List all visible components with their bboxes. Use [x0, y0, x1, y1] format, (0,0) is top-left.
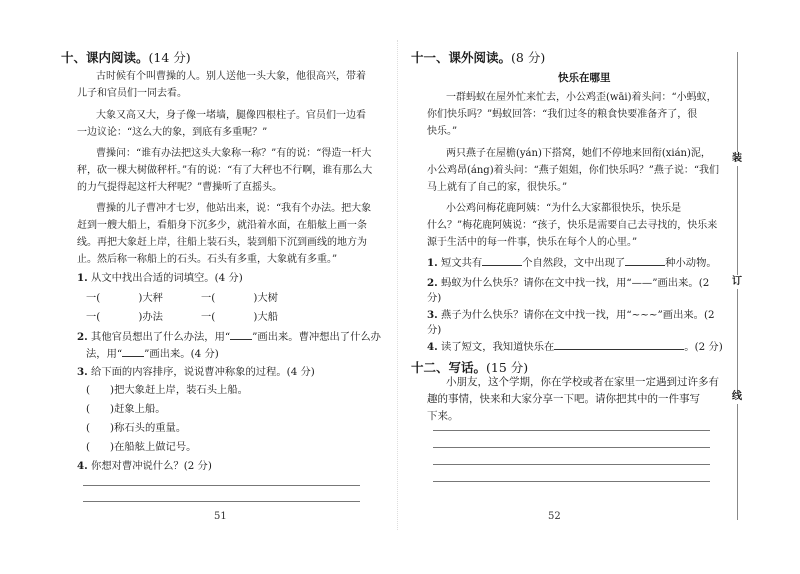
question-2-line-2 [86, 346, 219, 361]
section-points: (15 分) [486, 360, 529, 375]
order-item[interactable]: ( )在船舷上做记号。 [86, 441, 197, 453]
mark-symbol-blank [122, 346, 144, 357]
fill-close: ) [138, 311, 143, 323]
passage-line: 小公鸡昂(áng)着头问：“燕子姐姐，你们快乐吗？”燕子说：“我们 [427, 165, 719, 176]
passage-line: 你们快乐吗？”蚂蚁回答：“我们过冬的粮食快要准备齐了，很 [427, 109, 698, 120]
question-text: 读了短文，我知道快乐在 [441, 341, 555, 353]
question-text: 蚂蚁为什么快乐？请你在文中找一找，用“——”画出来。 [441, 277, 699, 289]
order-item-text: 在船舷上做记号。 [114, 441, 197, 453]
question-text: 个自然段，文中出现了 [522, 257, 626, 269]
passage-line: 曹操问：“谁有办法把这头大象称一称？”有的说：“得造一杆大 [96, 148, 372, 159]
order-item[interactable]: ( )赶象上船。 [86, 403, 166, 415]
passage-line: 什么？”梅花鹿阿姨说：“孩子，快乐是需要自己去寻找的，快乐来 [427, 220, 718, 231]
question-3 [427, 308, 715, 322]
section-title-writing [411, 358, 528, 376]
question-number: 3. [427, 309, 438, 321]
passage-line: 一群蚂蚁在屋外忙来忙去，小公鸡歪(wāi)着头问：“小蚂蚁， [446, 92, 717, 103]
question-text: 你想对曹冲说什么？ [91, 460, 184, 472]
order-item-text: 把大象赶上岸，装石头上船。 [114, 384, 248, 396]
section-points: (14 分) [148, 50, 191, 65]
answer-line[interactable] [83, 501, 360, 502]
passage-title: 快乐在哪里 [558, 72, 611, 84]
passage-line: 线。再把大象赶上岸，往船上装石头，装到船下沉到画线的地方为 [77, 237, 367, 248]
mark-symbol-blank [230, 329, 252, 340]
fill-item-big-ship[interactable] [201, 310, 278, 324]
question-text: 燕子为什么快乐？请你在文中找一找，用“~~~”画出来。 [441, 309, 704, 321]
passage-line: 止。然后称一称船上的石头。石头有多重，大象就有多重。” [77, 254, 338, 265]
fill-close: ) [138, 292, 143, 304]
passage-line: 一边议论：“这么大的象，到底有多重呢？” [77, 127, 268, 138]
question-text: 法，用“ [86, 348, 123, 360]
question-4 [77, 459, 212, 473]
order-item[interactable]: ( )称石头的重量。 [86, 422, 187, 434]
question-text: 短文共有 [441, 257, 483, 269]
section-points: (8 分) [511, 50, 546, 65]
question-points: (4 分) [286, 366, 315, 378]
question-number: 1. [427, 257, 438, 269]
writing-prompt-line: 小朋友，这个学期，你在学校或者在家里一定遇到过许多有 [446, 376, 719, 388]
question-3-points-cont: 分) [427, 324, 442, 336]
order-item-text: 赶象上船。 [114, 403, 166, 415]
fill-close: ) [253, 311, 258, 323]
passage-line: 秤，砍一棵大树做秤杆。”有的说：“有了大秤也不行啊，谁有那么大 [77, 165, 373, 176]
fill-word: 大秤 [142, 292, 163, 304]
question-text: 给下面的内容排序，说说曹冲称象的过程。 [91, 366, 287, 378]
question-text: ”画出来。 [144, 348, 191, 360]
page-number: 52 [548, 511, 561, 522]
section-title-reading-extra [411, 48, 545, 66]
fill-word: 大树 [257, 292, 278, 304]
fill-item-method[interactable] [86, 310, 163, 324]
passage-line: 的力气提得起这杆大秤呢？”曹操听了直摇头。 [77, 182, 283, 193]
fill-prefix: 一( [86, 311, 101, 323]
fill-prefix: 一( [201, 311, 216, 323]
question-text: 从文中找出合适的词填空。 [91, 272, 215, 284]
question-text: 种小动物。 [665, 257, 717, 269]
fill-prefix: 一( [201, 292, 216, 304]
passage-line: 曹操的儿子曹冲才七岁，他站出来，说：“我有个办法。把大象 [96, 203, 372, 214]
writing-prompt-line: 趣的事情，快来和大家分享一下吧。请你把其中的一件事写 [427, 393, 700, 405]
fill-word: 大船 [257, 311, 278, 323]
question-points: (2 分) [694, 341, 723, 353]
left-page [0, 0, 396, 574]
passage-line: 快乐。” [427, 126, 458, 137]
question-points: (2 [703, 309, 715, 321]
writing-line[interactable] [433, 481, 710, 482]
order-item-text: 称石头的重量。 [114, 422, 187, 434]
fill-blank[interactable] [625, 255, 665, 266]
question-number: 4. [77, 460, 88, 472]
writing-prompt-line: 下来。 [427, 410, 459, 422]
fill-blank[interactable] [482, 255, 522, 266]
passage-line: 大象又高又大，身子像一堵墙，腿像四根柱子。官员们一边看 [96, 110, 366, 121]
question-3 [77, 365, 315, 379]
question-points: (2 [698, 277, 710, 289]
binding-char-ding: 订 [732, 276, 742, 287]
question-text: 其他官员想出了什么办法，用“ [91, 331, 231, 343]
section-title-text: 十、课内阅读。 [61, 50, 149, 65]
question-number: 1. [77, 272, 88, 284]
question-2-points-cont: 分) [427, 292, 442, 304]
answer-line[interactable] [83, 485, 360, 486]
passage-line: 儿子和官员们一同去看。 [77, 88, 187, 99]
question-text: 。 [684, 341, 695, 353]
section-title-text: 十二、写话。 [411, 360, 487, 375]
question-2 [77, 329, 381, 344]
question-number: 2. [77, 331, 88, 343]
fill-prefix: 一( [86, 292, 101, 304]
section-title-text: 十一、课外阅读。 [411, 50, 512, 65]
binding-char-xian: 线 [732, 391, 742, 402]
question-4 [427, 339, 723, 354]
question-1 [77, 271, 243, 285]
passage-line: 赶到一艘大船上，看船身下沉多少，就沿着水面，在船舷上画一条 [77, 220, 367, 231]
fill-word: 办法 [142, 311, 163, 323]
fill-close: ) [253, 292, 258, 304]
question-number: 2. [427, 277, 438, 289]
writing-line[interactable] [433, 430, 710, 431]
writing-line[interactable] [433, 447, 710, 448]
question-2 [427, 276, 709, 290]
binding-char-zhuang: 装 [732, 153, 742, 164]
question-number: 3. [77, 366, 88, 378]
fill-item-big-scale[interactable] [86, 291, 163, 305]
question-points: (4 分) [214, 272, 243, 284]
passage-line: 源于生活中的每一件事，快乐在每个人的心里。” [427, 237, 638, 248]
section-title-reading-in-class [61, 48, 191, 66]
fill-blank[interactable] [554, 339, 684, 350]
question-points: (2 分) [183, 460, 212, 472]
writing-line[interactable] [433, 464, 710, 465]
question-number: 4. [427, 341, 438, 353]
question-points: (4 分) [190, 348, 219, 360]
order-item[interactable]: ( )把大象赶上岸，装石头上船。 [86, 384, 248, 396]
passage-line: 古时候有个叫曹操的人。别人送他一头大象，他很高兴，带着 [96, 71, 366, 82]
question-1 [427, 255, 717, 270]
passage-line: 小公鸡问梅花鹿阿姨：“为什么大家都很快乐，快乐是 [446, 203, 682, 214]
question-text: ”画出来。曹冲想出了什么办 [252, 331, 381, 343]
fill-item-big-tree[interactable] [201, 291, 278, 305]
passage-line: 马上就有了自己的家，很快乐。” [427, 182, 568, 193]
page-number: 51 [214, 511, 227, 522]
passage-line: 两只燕子在屋檐(yán)下搭窝，她们不停地来回衔(xián)泥， [446, 148, 711, 159]
